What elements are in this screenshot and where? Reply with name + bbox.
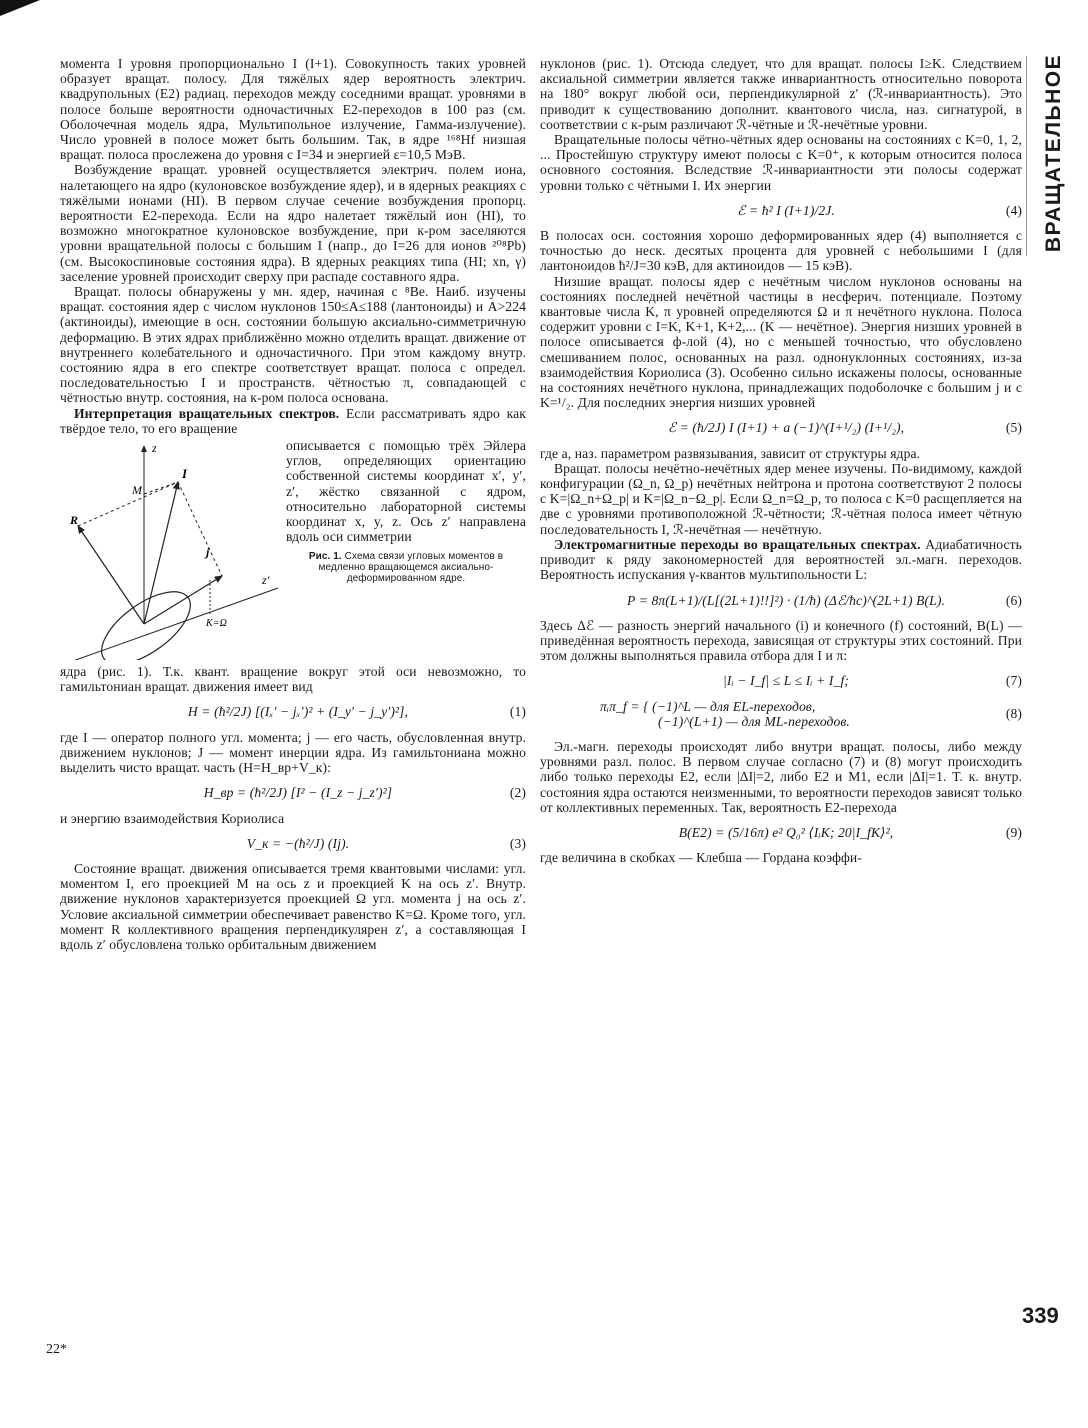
- paragraph: и энергию взаимодействия Кориолиса: [60, 810, 285, 826]
- equation-2: H_вр = (ħ²/2J) [I² − (I_z − j_z′)²] (2): [203, 785, 526, 801]
- paragraph: Эл.-магн. переходы происходят либо внутри вращат. полосы, либо между уровнями разл. полос. В первом случае согласно (7) и (8) могут происходить либо только переходы E2, если |ΔI|=2, либо E2 и M1, если |ΔI|=1. Т. к. внутр. состояния ядра остаются неизменными, то вероятности переходов зависят только от коллективных переменных. Так, вероятность E2-перехода: [540, 738, 1022, 815]
- page-number: 339: [1022, 1303, 1059, 1328]
- label-z-prime: z′: [262, 573, 270, 588]
- angular-momentum-diagram: [60, 438, 282, 660]
- side-running-title: [1032, 53, 1076, 253]
- equation-4: ℰ = ħ² I (I+1)/2J. (4): [737, 202, 1022, 218]
- paragraph: где I — оператор полного угл. момента; j — его часть, обусловленная внутр. движением нуклонов; J — момент инерции ядра. Из гамильтониана можно выделить чисто вращат. часть (H=H_вр+V_к):: [60, 729, 526, 776]
- label-j: j: [206, 545, 210, 560]
- label-M: M: [132, 483, 143, 498]
- paragraph: В полосах осн. состояния хорошо деформированных ядер (4) выполняется с точностью до неск. десятых процента для уровней с небольшими I (для лантоноидов ħ²/J=30 кэВ, для актиноидов — 15 кэВ).: [540, 228, 1022, 274]
- label-z: z: [152, 441, 157, 456]
- paragraph: описывается с помощью трёх Эйлера углов, определяющих ориентацию собственной системы координат x′, y′, z′, жёстко связанной с ядром, относительно лабораторной системы координат x, y, z. Ось z′ направлена вдоль оси симметрии: [286, 438, 526, 545]
- equation-1: H = (ħ²/2J) [(Iₓ′ − jₓ′)² + (I_y′ − j_y′)²], (1): [187, 704, 526, 720]
- paragraph: нуклонов (рис. 1). Отсюда следует, что для вращат. полосы I≥K. Следствием аксиальной симметрии является также инвариантность относительно поворота на 180° вокруг любой оси, перпендикулярной z′ (ℛ-инвариантность). Это приводит к существованию дополнит. квантового числа, наз. сигнатурой, в соответствии с к-рым различают ℛ-чётные и ℛ-нечётные уровни.: [540, 56, 1022, 132]
- paragraph: Электромагнитные переходы во вращательных спектрах. Адиабатичность приводит к ряду закономерностей для вероятностей эл.-магн. переходов. Вероятность испускания γ-квантов мультипольности L:: [540, 536, 1022, 583]
- signature-mark: 22*: [46, 1342, 67, 1357]
- side-title-text: ВРАЩАТЕЛЬНОЕ: [1042, 53, 1065, 253]
- paragraph: Возбуждение вращат. уровней осуществляется электрич. полем иона, налетающего на ядро (кулоновское возбуждение ядер), и в ядерных реакциях с тяжёлыми ионами (HI). В первом случае сечение возбуждения пропорц. вероятности E2-перехода. Если на ядро налетает тяжёлый ион (HI), то возможно многократное кулоновское возбуждение, при к-ром заселяются уровни вращательной полосы с большим I (напр., до I=26 для ионов ²⁰⁸Pb) (см. Высокоспиновые состояния ядра). В ядерных реакциях типа (HI; xn, γ) заселение уровней происходит сверху при распаде составного ядра.: [60, 162, 526, 284]
- paragraph: где a, наз. параметром развязывания, зависит от структуры ядра.: [540, 445, 921, 461]
- equation-7: |Iᵢ − I_f| ≤ L ≤ Iᵢ + I_f; (7): [723, 673, 1022, 689]
- paragraph: Состояние вращат. движения описывается тремя квантовыми числами: угл. моментом I, его проекцией M на ось z и проекцией K на ось z′. Внутр. движение нуклонов характеризуется проекцией Ω угл. момента j на ось z′. Условие аксиальной симметрии обеспечивает равенство K=Ω. Кроме того, угл. момент R коллективного вращения перпендикулярен z′, а составляющая I вдоль z′ обусловлена только орбитальным движением: [60, 860, 526, 952]
- section-heading: Интерпретация вращательных спектров.: [74, 405, 340, 421]
- paragraph: где величина в скобках — Клебша — Гордана коэффи-: [540, 850, 862, 866]
- paragraph: Вращательные полосы чётно-чётных ядер основаны на состояниях с K=0, 1, 2, ... Простейшую структуру имеют полосы с K=0⁺, к которым относится полоса основного состояния. Вследствие ℛ-инвариантности эти полосы содержат уровни только с чётными I. Их энергии: [540, 132, 1022, 193]
- label-I: I: [182, 466, 188, 482]
- label-R: R: [70, 513, 79, 528]
- paragraph: Низшие вращат. полосы ядер с нечётным числом нуклонов основаны на состояниях последней нечётной частицы в несферич. потенциале. Поэтому квантовые числа K, π уровней определяются Ω и π нечётного нуклона. Полоса содержит уровни с I=K, K+1, K+2,... (K — нечётное). Энергия низших уровней в полосе описывается ф-лой (4), но с меньшей точностью, что обусловлено смешиванием полос, основанных на разл. однонуклонных состояниях, из-за взаимодействия Кориолиса (3). Особенно сильно искажены полосы, основанные на состояниях нечётного нуклона, принадлежащих подоболочке с большим j и с K=¹/₂. Для последних энергия низших уровней: [540, 273, 1022, 411]
- paragraph: Вращат. полосы нечётно-нечётных ядер менее изучены. По-видимому, каждой конфигурации (Ω_n, Ω_p) нечётных нейтрона и протона соответствуют 2 полосы с K=|Ω_n+Ω_p| и K=|Ω_n−Ω_p|. Если Ω_n=Ω_p, то полоса с K=0 расщепляется на две с уровнями противоположной ℛ-чётности; ℛ-чётная полоса имеет чётную последовательность I, ℛ-нечётная — нечётную.: [540, 460, 1022, 537]
- paragraph: момента I уровня пропорционально I (I+1). Совокупность таких уровней образует вращат. полосу. Для тяжёлых ядер вероятность электрич. квадрупольных (E2) радиац. переходов между соседними вращат. уровнями в полосе больше вероятности одночастичных E2-переходов в 100 раз (см. Оболочечная модель ядра, Мультипольное излучение, Гамма-излучение). Число уровней в полосе может быть большим. Так, в ядре ¹⁶⁸Hf низшая вращат. полоса прослежена до уровня с I=34 и энергией ε=10,5 МэВ.: [60, 56, 526, 163]
- equation-5: ℰ = (ħ/2J) I (I+1) + a (−1)^(I+¹/₂) (I+¹/₂), (5): [667, 420, 1022, 436]
- equation-3: V_к = −(ħ²/J) (Ij). (3): [246, 835, 526, 851]
- side-rule: [1026, 56, 1027, 256]
- label-K-Omega: K=Ω: [206, 618, 227, 630]
- paragraph: Вращат. полосы обнаружены у мн. ядер, начиная с ⁸Be. Наиб. изучены вращат. состояния ядер с числом нуклонов 150≤A≤188 (лантоноиды) и A>224 (актиноиды), имеющие в осн. состоянии большую аксиально-симметричную деформацию. В этих ядрах приближённо можно отделить вращат. движение от внутреннего колебательного и одночастичного. При этом каждому внутр. состоянию ядра в его спектре соответствует вращат. полоса с определ. последовательностью I и пространств. чётностью π, совпадающей с чётностью внутр. состояния, на к-ром полоса основана.: [60, 284, 526, 406]
- page-corner-mark: [0, 0, 40, 16]
- right-column: [540, 56, 1022, 865]
- equation-9: B(E2) = (5/16π) e² Q₀² ⟨IᵢK; 20|I_fK⟩², (9): [678, 824, 1022, 840]
- paragraph: Интерпретация вращательных спектров. Если рассматривать ядро как твёрдое тело, то его вращение: [60, 405, 526, 436]
- figure-caption: Рис. 1. Схема связи угловых моментов в медленно вращающемся аксиально-деформированном ядре.: [308, 550, 504, 584]
- equation-6: P = 8π(L+1)/(L[(2L+1)!!]²) · (1/ħ) (Δℰ/ħc)^(2L+1) B(L). (6): [627, 592, 1022, 608]
- paragraph: ядра (рис. 1). Т.к. квант. вращение вокруг этой оси невозможно, то гамильтониан вращат. движения имеет вид: [60, 664, 526, 695]
- figure-side-text: [282, 438, 526, 660]
- paragraph: Здесь Δℰ — разность энергий начального (i) и конечного (f) состояний, B(L) — приведённая вероятность перехода, зависящая от структуры этих состояний. При этом должны выполняться правила отбора для I и π:: [540, 617, 1022, 664]
- left-column: [60, 56, 526, 952]
- figure-block: [60, 438, 526, 660]
- section-heading: Электромагнитные переходы во вращательных спектрах.: [554, 536, 921, 552]
- equation-8: πᵢπ_f = { (−1)^L — для EL-переходов, (−1)^(L+1) — для ML-переходов. (8): [600, 698, 1022, 729]
